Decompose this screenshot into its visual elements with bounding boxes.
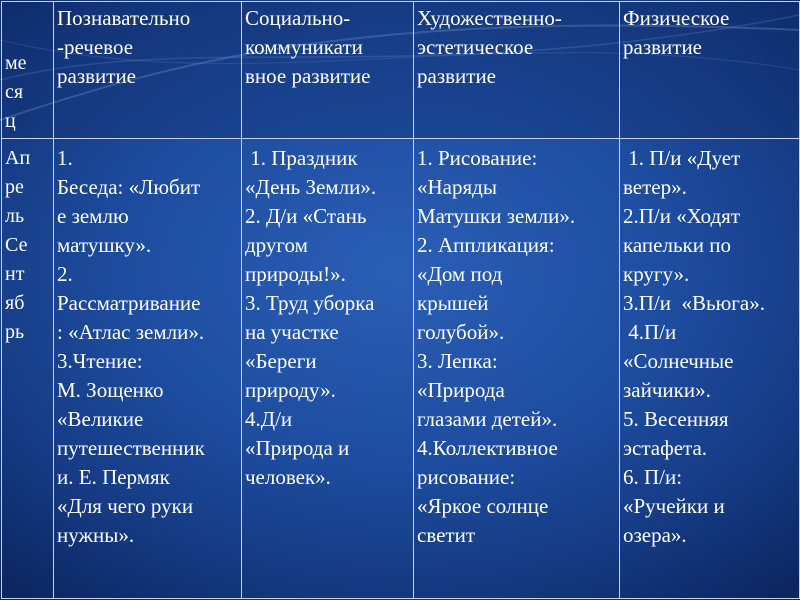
header-month-label: ме ся ц (5, 52, 27, 132)
header-artistic-label: Художественно- эстетическое развитие (417, 6, 562, 88)
table-row (2, 139, 800, 599)
cell-month (2, 139, 54, 599)
header-social-label: Социально- коммуникати вное развитие (245, 6, 371, 88)
month-value: Ап ре ль Се нт яб рь (5, 147, 31, 343)
header-month (2, 2, 54, 139)
cognitive-activities: 1. Беседа: «Любит е землю матушку». 2. Рассматривание : «Атлас земли». 3.Чтение: М. Зощенко «Великие путешественник и. Е. Пермяк «Для чего руки нужны». (57, 146, 205, 547)
activity-plan-table (1, 1, 800, 599)
artistic-activities: 1. Рисование: «Наряды Матушки земли». 2. Аппликация: «Дом под крышей голубой». 3. Лепка: «Природа глазами детей». 4.Коллективное рисование: «Яркое солнце светит (417, 146, 576, 547)
table-header-row (2, 2, 800, 139)
physical-activities: 1. П/и «Дует ветер». 2.П/и «Ходят капельки по кругу». 3.П/и «Вьюга». 4.П/и «Солнечные зайчики». 5. Весенняя эстафета. 6. П/и: «Ручейки и озера». (623, 146, 765, 547)
cell-cognitive (54, 139, 242, 599)
header-physical-label: Физическое развитие (623, 6, 730, 59)
header-physical (620, 2, 800, 139)
cell-physical (620, 139, 800, 599)
header-cognitive-label: Познавательно -речевое развитие (57, 6, 191, 88)
header-social (242, 2, 414, 139)
cell-social (242, 139, 414, 599)
header-cognitive (54, 2, 242, 139)
cell-artistic (414, 139, 620, 599)
social-activities: 1. Праздник «День Земли». 2. Д/и «Стань другом природы!». 3. Труд уборка на участке «Береги природу». 4.Д/и «Природа и человек». (245, 146, 377, 489)
header-artistic (414, 2, 620, 139)
